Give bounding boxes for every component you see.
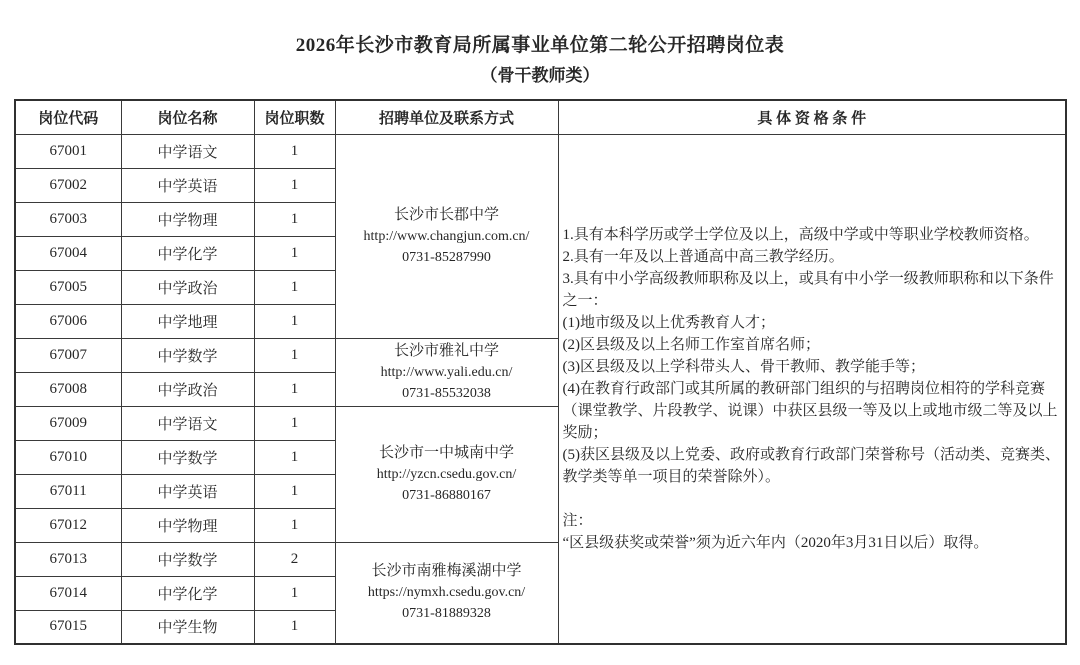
recruiting-unit-changjun [335,134,558,338]
position-name: 中学物理 [121,202,254,236]
position-code: 67006 [15,304,121,338]
position-count: 1 [254,304,335,338]
qualifications-cell [558,134,1066,644]
qualification-line: (4)在教育行政部门或其所属的教研部门组织的与招聘岗位相符的学科竞赛（课堂教学、片段教学、说课）中获区县级一等及以上或地市级二等及以上奖励； [562,380,1058,441]
position-code: 67010 [15,440,121,474]
header-position-name: 岗位名称 [121,100,254,134]
unit-phone: 0731-86880167 [402,487,491,503]
header-position-code: 岗位代码 [15,100,121,134]
position-code: 67014 [15,576,121,610]
position-name: 中学语文 [121,134,254,168]
unit-url: http://www.yali.edu.cn/ [380,364,513,380]
position-code: 67015 [15,610,121,644]
position-count: 1 [254,372,335,406]
unit-url: http://www.changjun.com.cn/ [363,228,530,244]
position-count: 1 [254,134,335,168]
unit-name: 长沙市南雅梅溪湖中学 [371,563,522,580]
position-code: 67002 [15,168,121,202]
position-name: 中学数学 [121,338,254,372]
position-name: 中学政治 [121,270,254,304]
position-name: 中学数学 [121,542,254,576]
recruiting-unit-nanya-meixihu [335,542,558,644]
position-code: 67001 [15,134,121,168]
unit-phone: 0731-85532038 [402,385,491,401]
position-name: 中学语文 [121,406,254,440]
position-count: 1 [254,406,335,440]
position-count: 1 [254,508,335,542]
position-name: 中学政治 [121,372,254,406]
unit-phone: 0731-81889328 [402,606,491,622]
header-recruiting-unit: 招聘单位及联系方式 [335,100,558,134]
qualification-note: “区县级获奖或荣誉”须为近六年内（2020年3月31日以后）取得。 [562,534,989,551]
position-code: 67005 [15,270,121,304]
table-header-row [15,100,1066,134]
position-name: 中学地理 [121,304,254,338]
header-position-count: 岗位职数 [254,100,335,134]
position-name: 中学化学 [121,236,254,270]
position-count: 1 [254,236,335,270]
position-code: 67012 [15,508,121,542]
qualification-line: 1.具有本科学历或学士学位及以上，高级中学或中等职业学校教师资格。 [562,226,1039,243]
qualification-line: (1)地市级及以上优秀教育人才； [562,314,775,331]
recruiting-unit-yali [335,338,558,406]
qualification-line: (5)获区县级及以上党委、政府或教育行政部门荣誉称号（活动类、竞赛类、教学类等单一项目的荣誉除外）。 [562,446,1060,485]
qualification-line: 2.具有一年及以上普通高中高三教学经历。 [562,248,844,265]
position-name: 中学数学 [121,440,254,474]
page-title: 2026年长沙市教育局所属事业单位第二轮公开招聘岗位表 [295,35,785,56]
position-count: 1 [254,338,335,372]
qualification-line: (2)区县级及以上名师工作室首席名师； [562,336,820,353]
position-code: 67003 [15,202,121,236]
table-row [15,134,1066,168]
position-count: 1 [254,610,335,644]
unit-url: https://nymxh.csedu.gov.cn/ [367,585,526,601]
position-code: 67011 [15,474,121,508]
unit-name: 长沙市长郡中学 [393,206,499,223]
recruiting-unit-yizhong-chengnan [335,406,558,542]
position-code: 67009 [15,406,121,440]
position-name: 中学英语 [121,168,254,202]
header-qualifications: 具 体 资 格 条 件 [558,100,1066,134]
position-name: 中学生物 [121,610,254,644]
position-name: 中学物理 [121,508,254,542]
unit-url: http://yzcn.csedu.gov.cn/ [376,466,517,482]
position-name: 中学化学 [121,576,254,610]
position-count: 1 [254,270,335,304]
qualification-line: 3.具有中小学高级教师职称及以上，或具有中小学一级教师职称和以下条件之一： [562,270,1054,309]
recruitment-table [14,99,1067,645]
position-count: 1 [254,576,335,610]
position-count: 1 [254,168,335,202]
page-subtitle: （骨干教师类） [480,66,600,85]
unit-phone: 0731-85287990 [402,249,491,265]
unit-name: 长沙市雅礼中学 [393,342,499,359]
position-count: 1 [254,440,335,474]
qualification-line: (3)区县级及以上学科带头人、骨干教师、教学能手等； [562,358,925,375]
qualification-note-label: 注： [562,512,593,529]
position-name: 中学英语 [121,474,254,508]
position-code: 67007 [15,338,121,372]
unit-name: 长沙市一中城南中学 [378,444,514,461]
position-code: 67008 [15,372,121,406]
position-code: 67013 [15,542,121,576]
position-code: 67004 [15,236,121,270]
position-count: 1 [254,202,335,236]
position-count: 2 [254,542,335,576]
position-count: 1 [254,474,335,508]
